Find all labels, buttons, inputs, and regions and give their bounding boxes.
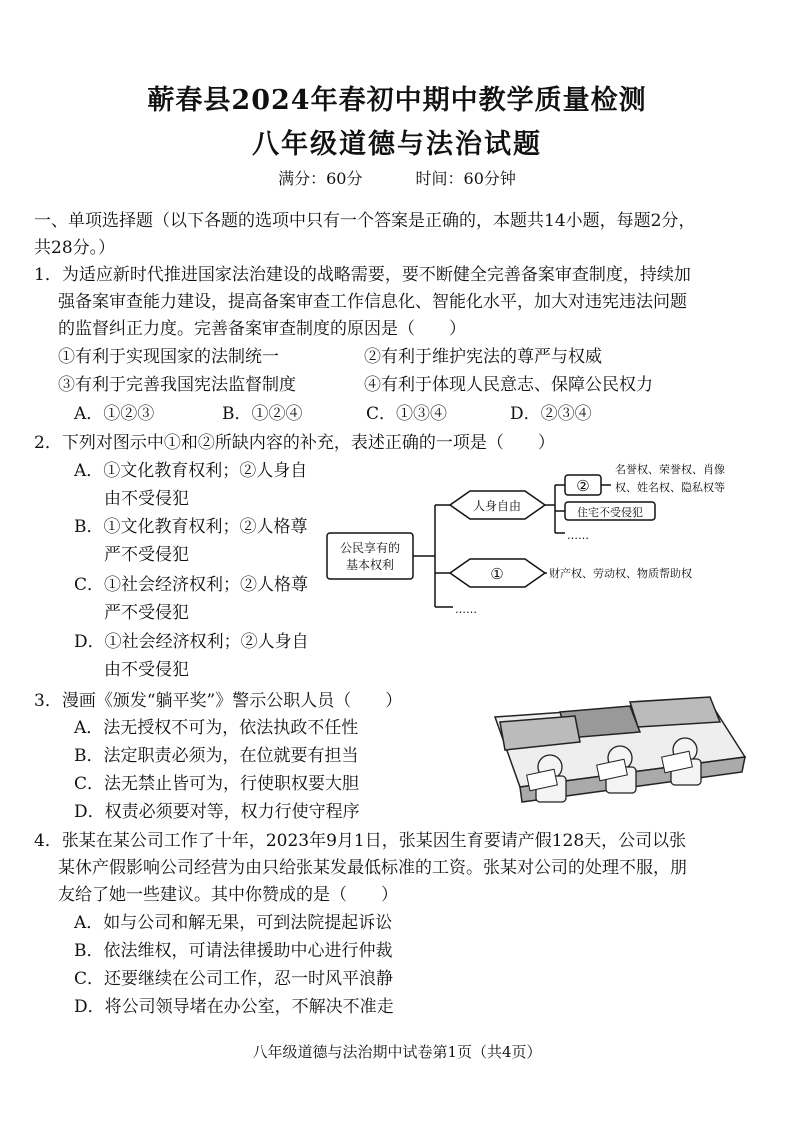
q2-option-b[interactable]: B．①文化教育权利；②人格尊 (74, 517, 308, 537)
q1-option-b[interactable]: B．①②④ (222, 404, 303, 424)
diagram-personal-freedom: 人身自由 (472, 499, 522, 513)
q2-option-c[interactable]: C．①社会经济权利；②人格尊 (74, 575, 309, 595)
q4-option-b[interactable]: B．依法维权，可请法律援助中心进行仲裁 (74, 941, 393, 961)
rights-diagram (325, 455, 765, 625)
diagram-root-line1: 公民享有的 (339, 541, 401, 555)
q1-statement-3: ③有利于完善我国宪法监督制度 (58, 375, 296, 395)
q2-option-c-cont: 严不受侵犯 (104, 603, 189, 623)
q2-option-d-cont: 由不受侵犯 (104, 660, 189, 680)
q3-stem: 3．漫画《颁发“躺平奖”》警示公职人员（ ） (34, 691, 403, 711)
exam-subtitle: 八年级道德与法治试题 (252, 129, 542, 160)
q2-option-b-cont: 严不受侵犯 (104, 545, 189, 565)
q1-option-a[interactable]: A．①②③ (74, 404, 155, 424)
page-footer: 八年级道德与法治期中试卷第1页（共4页） (252, 1043, 542, 1061)
q4-stem-line2: 某休产假影响公司经营为由只给张某发最低标准的工资。张某对公司的处理不服，朋 (58, 858, 687, 878)
q1-stem-line2: 强备案审查能力建设，提高备案审查工作信息化、智能化水平，加大对违宪违法问题 (58, 292, 687, 312)
q4-option-a[interactable]: A．如与公司和解无果，可到法院提起诉讼 (74, 913, 393, 933)
section-instructions-line2: 共28分。） (34, 238, 116, 258)
exam-meta (0, 166, 794, 189)
q1-statement-1: ①有利于实现国家的法制统一 (58, 347, 279, 367)
q1-option-c[interactable]: C．①③④ (366, 404, 448, 424)
q4-stem-line3: 友给了她一些建议。其中你赞成的是（ ） (58, 885, 398, 905)
exam-time: 时间：60分钟 (415, 169, 516, 188)
diagram-blank-2: ② (576, 477, 590, 495)
q3-option-d[interactable]: D．权责必须要对等，权力行使守程序 (74, 802, 360, 822)
q4-option-c[interactable]: C．还要继续在公司工作，忍一时风平浪静 (74, 969, 394, 989)
q1-stem-line3: 的监督纠正力度。完善备案审查制度的原因是（ ） (58, 319, 466, 339)
diagram-blank-1: ① (490, 565, 504, 583)
lying-flat-award-cartoon (480, 672, 750, 822)
q1-statement-4: ④有利于体现人民意志、保障公民权力 (364, 375, 653, 395)
section-instructions-line1: 一、单项选择题（以下各题的选项中只有一个答案是正确的，本题共14小题，每题2分， (34, 211, 696, 231)
q3-option-a[interactable]: A．法无授权不可为，依法执政不任性 (74, 718, 359, 738)
exam-title: 蕲春县2024年春初中期中教学质量检测 (147, 85, 647, 116)
diagram-root-line2: 基本权利 (345, 558, 395, 572)
full-score: 满分：60分 (278, 169, 363, 188)
q2-option-a[interactable]: A．①文化教育权利；②人身自 (74, 461, 308, 481)
q1-option-d[interactable]: D．②③④ (510, 404, 592, 424)
q3-option-c[interactable]: C．法无禁止皆可为，行使职权要大胆 (74, 774, 360, 794)
q2-option-a-cont: 由不受侵犯 (104, 489, 189, 509)
diagram-rights-1: 财产权、劳动权、物质帮助权 (549, 567, 692, 580)
diagram-ellipsis-a: …… (567, 529, 589, 542)
q2-stem: 2．下列对图示中①和②所缺内容的补充，表述正确的一项是（ ） (34, 433, 555, 453)
diagram-rights-2-line2: 权、姓名权、隐私权等 (615, 481, 725, 494)
q2-option-d[interactable]: D．①社会经济权利；②人身自 (74, 632, 309, 652)
q1-stem-line1: 1．为适应新时代推进国家法治建设的战略需要，要不断健全完善备案审查制度，持续加 (34, 265, 691, 285)
q3-option-b[interactable]: B．法定职责必须为，在位就要有担当 (74, 746, 359, 766)
diagram-home-inviolable: 住宅不受侵犯 (577, 506, 643, 519)
diagram-ellipsis-b: …… (455, 603, 477, 616)
diagram-rights-2-line1: 名誉权、荣誉权、肖像 (615, 463, 725, 476)
q1-statement-2: ②有利于维护宪法的尊严与权威 (364, 347, 602, 367)
q4-option-d[interactable]: D．将公司领导堵在办公室，不解决不准走 (74, 997, 394, 1017)
q4-stem-line1: 4．张某在某公司工作了十年，2023年9月1日，张某因生育要请产假128天，公司以张 (34, 831, 687, 851)
